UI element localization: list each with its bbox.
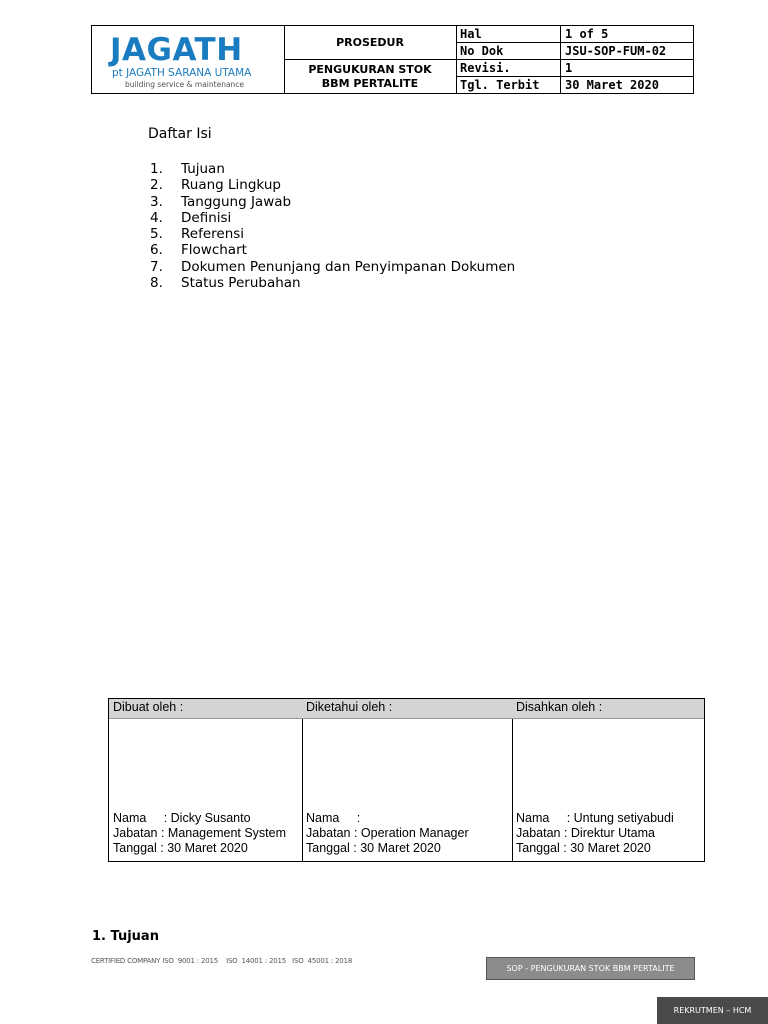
doc-title-cell [284, 26, 457, 93]
toc-label: Referensi [181, 226, 245, 243]
toc-number: 8. [150, 275, 163, 292]
toc-number: 6. [150, 242, 163, 259]
meta-value: JSU-SOP-FUM-02 [561, 43, 694, 60]
toc-item[interactable] [150, 275, 515, 291]
approval-info [113, 811, 286, 856]
toc-label: Status Perubahan [181, 275, 301, 292]
toc-item[interactable] [150, 210, 515, 226]
company-logo [92, 26, 285, 93]
approval-jabatan: Jabatan : Operation Manager [306, 826, 469, 840]
toc-number: 2. [150, 177, 163, 194]
approval-nama: Nama : Untung setiyabudi [516, 811, 674, 825]
toc-title: Daftar Isi [148, 126, 212, 142]
approval-tanggal: Tanggal : 30 Maret 2020 [113, 841, 248, 855]
approval-jabatan: Jabatan : Management System [113, 826, 287, 840]
toc-item[interactable] [150, 194, 515, 210]
doc-title [284, 60, 456, 93]
approval-tanggal: Tanggal : 30 Maret 2020 [516, 841, 651, 855]
certification-text: CERTIFIED COMPANY ISO 9001 : 2015 ISO 14001 : 2015 ISO 45001 : 2018 [91, 957, 353, 965]
toc-label: Definisi [181, 209, 232, 226]
doc-type: PROSEDUR [284, 26, 456, 60]
meta-key: No Dok [456, 43, 561, 60]
meta-value: 30 Maret 2020 [565, 78, 659, 92]
toc-label: Tujuan [181, 161, 225, 177]
approval-header: Disahkan oleh : [512, 699, 704, 719]
meta-row [456, 77, 693, 94]
toc-number: 4. [150, 209, 163, 226]
document-header [91, 25, 694, 94]
meta-key: Hal [456, 26, 561, 43]
logo-company-name: pt JAGATH SARANA UTAMA [112, 67, 252, 79]
sop-footer-label: SOP - PENGUKURAN STOK BBM PERTALITE [486, 957, 695, 980]
approval-header: Dibuat oleh : [109, 699, 302, 719]
toc-label: Tanggung Jawab [181, 193, 292, 210]
approval-table [108, 698, 705, 862]
approval-info [516, 811, 674, 856]
toc-number: 7. [150, 258, 163, 275]
doc-title-line2: BBM PERTALITE [321, 76, 419, 90]
meta-row [456, 43, 693, 60]
doc-title-line1: PENGUKURAN STOK [308, 62, 432, 76]
toc-number: 3. [150, 193, 163, 210]
toc-item[interactable] [150, 177, 515, 193]
toc-number: 1. [150, 161, 163, 177]
approval-column-approved [512, 699, 704, 861]
approval-nama: Nama : [306, 811, 361, 825]
toc-number: 5. [150, 226, 163, 243]
approval-info [306, 811, 469, 856]
logo-wordmark: JAGATH [110, 32, 243, 68]
approval-tanggal: Tanggal : 30 Maret 2020 [306, 841, 441, 855]
approval-column-created [109, 699, 303, 861]
department-label: REKRUTMEN – HCM [657, 997, 768, 1024]
meta-row [456, 60, 693, 77]
meta-key: Tgl. Terbit [456, 77, 561, 94]
meta-value: 1 [561, 60, 694, 77]
meta-row [456, 26, 693, 43]
toc-item[interactable] [150, 226, 515, 242]
logo-tagline: building service & maintenance [125, 80, 245, 89]
section-title: 1. Tujuan [92, 929, 159, 944]
toc-label: Dokumen Penunjang dan Penyimpanan Dokumen [181, 258, 516, 275]
doc-meta-table [456, 26, 693, 93]
toc-item[interactable] [150, 242, 515, 258]
approval-header: Diketahui oleh : [302, 699, 512, 719]
approval-jabatan: Jabatan : Direktur Utama [516, 826, 655, 840]
meta-value: 1 of 5 [561, 26, 694, 43]
toc-label: Flowchart [181, 242, 247, 259]
toc-label: Ruang Lingkup [181, 177, 281, 194]
toc-item[interactable] [150, 161, 515, 177]
meta-key: Revisi. [456, 60, 561, 77]
table-of-contents [150, 161, 515, 291]
toc-item[interactable] [150, 259, 515, 275]
approval-column-acknowledged [302, 699, 513, 861]
approval-nama: Nama : Dicky Susanto [113, 811, 251, 825]
